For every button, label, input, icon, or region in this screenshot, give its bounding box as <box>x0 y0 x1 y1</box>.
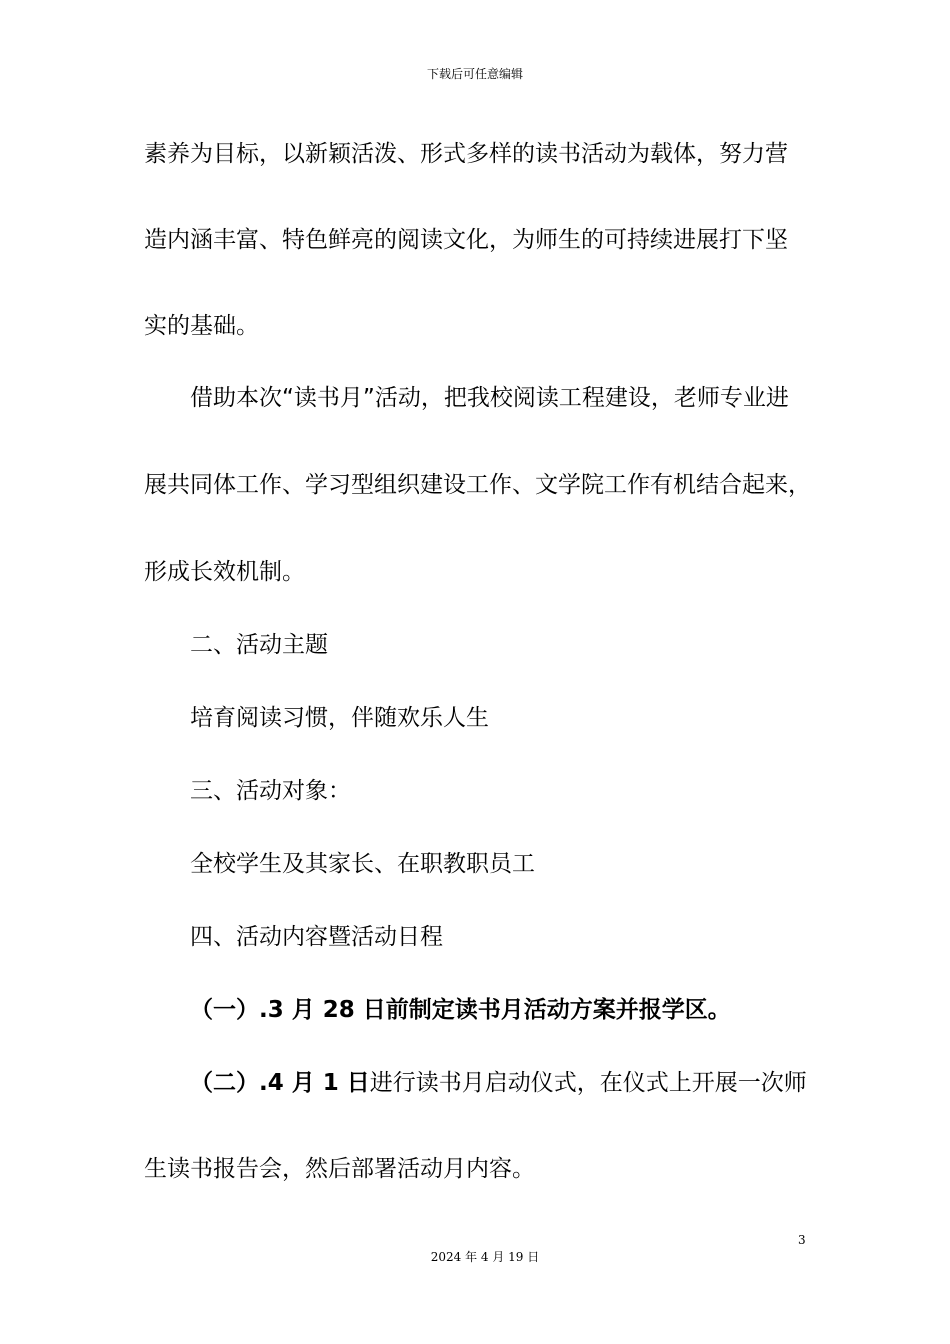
agenda-item-text: 进行读书月启动仪式，在仪式上开展一次师 <box>369 1070 807 1096</box>
paragraph-line: 素养为目标，以新颖活泼、形式多样的读书活动为载体，努力营 <box>144 141 788 167</box>
section-heading: 二、活动主题 <box>190 632 328 658</box>
paragraph-line: 展共同体工作、学习型组织建设工作、文学院工作有机结合起来， <box>144 472 811 498</box>
agenda-item-date: （二）.4 月 1 日 <box>190 1070 370 1096</box>
footer-date: 2024 年 4 月 19 日 <box>430 1250 540 1264</box>
section-heading: 三、活动对象： <box>190 778 351 804</box>
paragraph-line: 造内涵丰富、特色鲜亮的阅读文化，为师生的可持续进展打下坚 <box>144 227 788 253</box>
page-header: 下载后可任意编辑 <box>426 67 523 81</box>
paragraph-line: 生读书报告会，然后部署活动月内容。 <box>144 1156 535 1182</box>
agenda-item <box>190 1068 807 1098</box>
paragraph-line: 全校学生及其家长、在职教职员工 <box>190 851 535 877</box>
paragraph-line: 实的基础。 <box>144 313 259 339</box>
paragraph-line: 培育阅读习惯，伴随欢乐人生 <box>190 705 489 731</box>
page-number: 3 <box>798 1233 806 1247</box>
agenda-item: （一）.3 月 28 日前制定读书月活动方案并报学区。 <box>190 997 731 1023</box>
section-heading: 四、活动内容暨活动日程 <box>190 924 443 950</box>
paragraph-line: 形成长效机制。 <box>144 559 305 585</box>
paragraph-line: 借助本次“读书月”活动，把我校阅读工程建设，老师专业进 <box>190 385 789 411</box>
